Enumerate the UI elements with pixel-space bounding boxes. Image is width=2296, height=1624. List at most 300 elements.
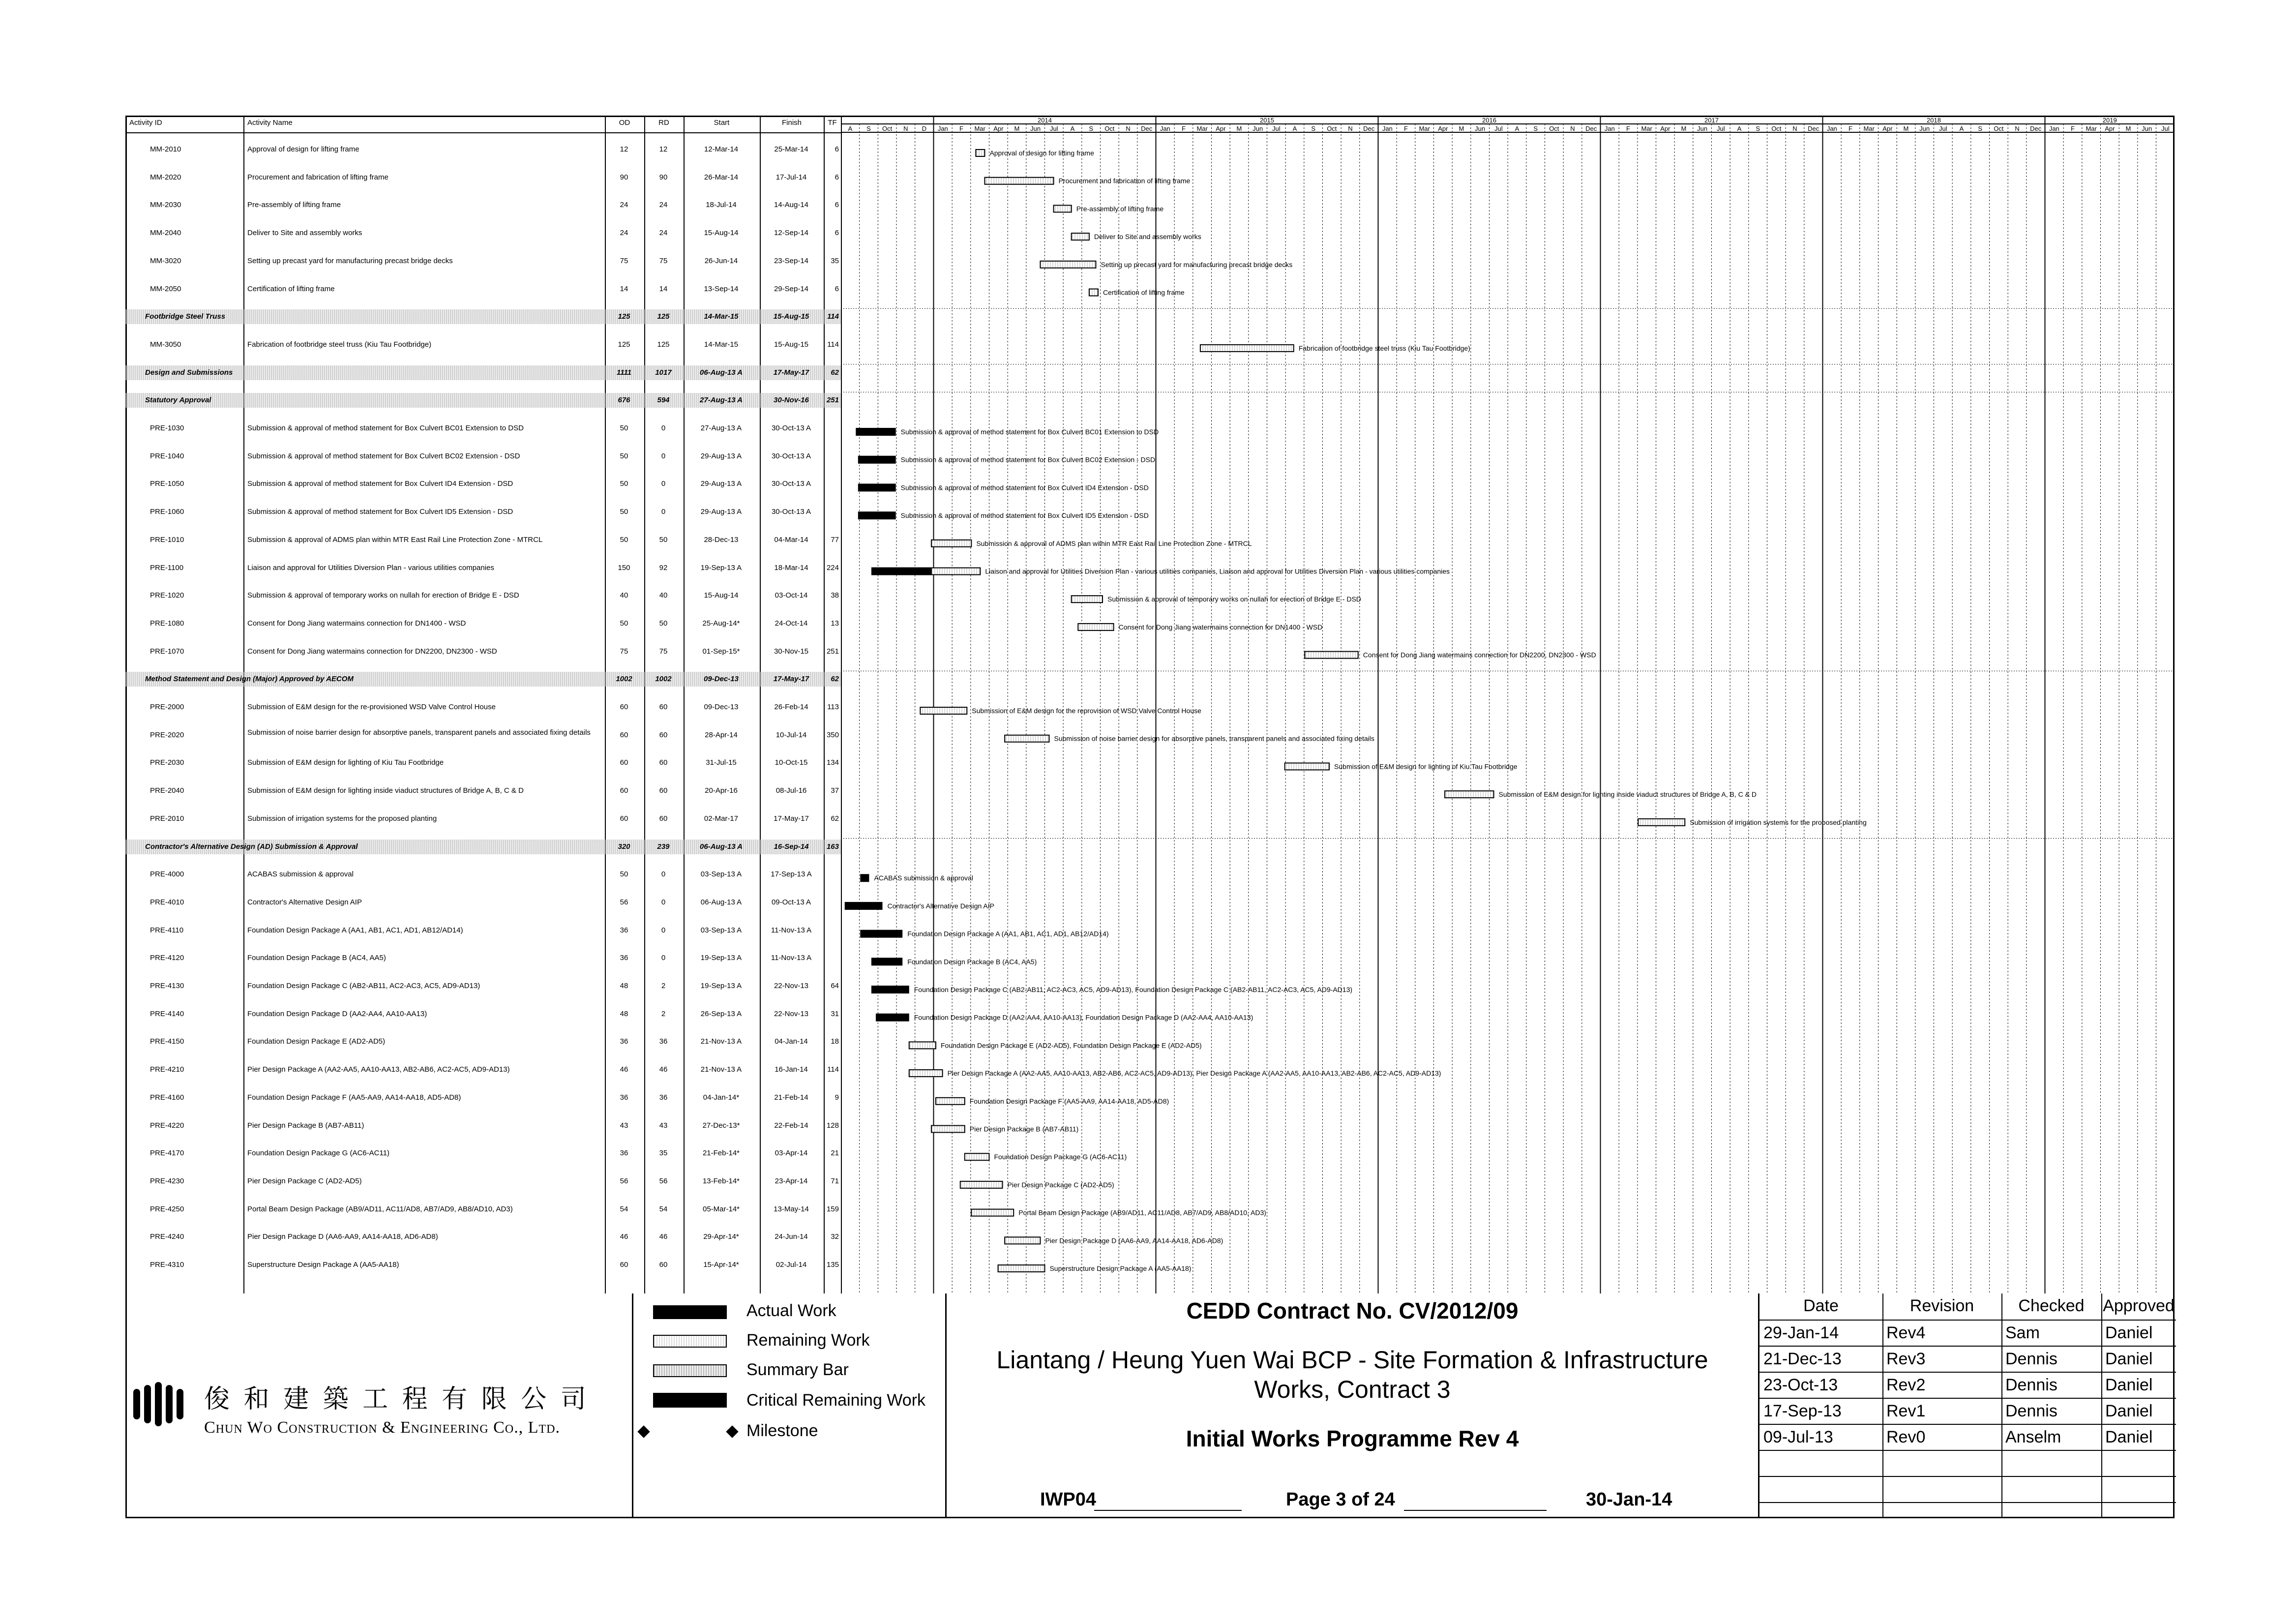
cell-start: 03-Sep-13 A [700, 926, 742, 934]
month-label: S [1978, 125, 1982, 132]
cell-id: PRE-4120 [150, 954, 184, 962]
summary-row-label: Contractor's Alternative Design (AD) Submission & Approval [145, 842, 358, 851]
cell-rd: 0 [661, 870, 666, 879]
cell-start: 25-Aug-14* [702, 619, 740, 628]
cell-tf: 38 [831, 591, 839, 600]
cell-finish: 24-Jun-14 [775, 1233, 808, 1241]
cell-rd: 2 [661, 982, 666, 990]
remaining-work-bar [1285, 763, 1329, 770]
month-label: M [1459, 125, 1464, 132]
revision-col-line [1882, 1293, 1883, 1518]
cell-od: 150 [618, 563, 630, 572]
title-block [947, 1293, 1758, 1518]
cell-name: Foundation Design Package E (AD2-AD5) [247, 1037, 386, 1046]
cell-id: PRE-4230 [150, 1176, 184, 1185]
cell-start: 13-Sep-14 [704, 284, 739, 293]
month-label: Oct [882, 125, 893, 132]
month-label: Jan [1160, 125, 1170, 132]
cell-tf: 350 [826, 730, 839, 739]
cell-start: 04-Jan-14* [703, 1093, 740, 1102]
cell-od: 60 [620, 1261, 628, 1269]
cell-rd: 35 [659, 1149, 668, 1158]
legend-actual-label: Actual Work [746, 1301, 836, 1320]
remaining-work-bar [1638, 819, 1685, 826]
cell-start: 26-Sep-13 A [700, 1009, 742, 1018]
legend-summary-swatch [653, 1364, 727, 1377]
actual-work-bar [860, 930, 902, 938]
cell-id: PRE-4140 [150, 1009, 184, 1018]
month-label: A [1737, 125, 1742, 132]
cell-od: 60 [620, 758, 628, 767]
cell-start: 27-Aug-13 A [700, 424, 742, 432]
cell-start: 26-Mar-14 [704, 173, 739, 181]
bar-label: Pier Design Package C (AD2-AD5) [1007, 1180, 1114, 1189]
revision-header: Approved [2103, 1296, 2175, 1315]
actual-work-bar [871, 986, 909, 993]
cell-od: 125 [618, 312, 630, 321]
cell-id: MM-2030 [150, 201, 181, 210]
cell-tf: 135 [826, 1261, 839, 1269]
legend-summary-label: Summary Bar [746, 1360, 849, 1379]
cell-od: 90 [620, 173, 628, 181]
month-label: Apr [1882, 125, 1893, 132]
month-label: Jul [2161, 125, 2170, 132]
cell-rd: 0 [661, 480, 666, 488]
month-label: Oct [1327, 125, 1337, 132]
legend-critical-swatch [653, 1393, 727, 1408]
cell-od: 40 [620, 591, 628, 600]
cell-start: 29-Apr-14* [703, 1233, 739, 1241]
cell-rd: 60 [659, 730, 668, 739]
revision-cell: Daniel [2105, 1376, 2153, 1394]
actual-work-bar [858, 456, 896, 464]
month-label: N [903, 125, 908, 132]
legend-milestone-label: Milestone [746, 1421, 818, 1440]
cell-finish: 29-Sep-14 [774, 284, 809, 293]
cell-rd: 50 [659, 619, 668, 628]
bar-label: Submission of E&M design for lighting of Kiu Tau Footbridge [1334, 762, 1518, 771]
cell-rd: 0 [661, 954, 666, 962]
month-label: A [1959, 125, 1964, 132]
revision-header: Date [1803, 1296, 1839, 1315]
remaining-work-bar [920, 707, 967, 714]
month-label: Oct [1104, 125, 1115, 132]
cell-rd: 60 [659, 703, 668, 711]
cell-id: PRE-2020 [150, 730, 184, 739]
cell-finish: 24-Oct-14 [775, 619, 808, 628]
cell-start: 06-Aug-13 A [700, 898, 742, 906]
cell-finish: 22-Nov-13 [774, 982, 809, 990]
revision-cell: Daniel [2105, 1428, 2153, 1446]
cell-od: 46 [620, 1233, 628, 1241]
bar-label: Foundation Design Package C (AB2-AB11, AC2-AC3, AC5, AD9-AD13), Foundation Design Package C (AB2-AB11, AC2-AC3, AC5, AD9-AD13) [914, 986, 1353, 993]
cell-name: Foundation Design Package D (AA2-AA4, AA10-AA13) [247, 1009, 427, 1018]
cell-rd: 1002 [655, 675, 672, 684]
cell-finish: 30-Nov-16 [774, 396, 809, 405]
cell-finish: 16-Sep-14 [774, 842, 809, 851]
cell-finish: 03-Oct-14 [775, 591, 808, 600]
cell-finish: 25-Mar-14 [774, 145, 808, 153]
cell-rd: 0 [661, 424, 666, 432]
cell-rd: 75 [659, 647, 668, 656]
month-label: Dec [1585, 125, 1597, 132]
month-label: A [1292, 125, 1297, 132]
cell-rd: 125 [657, 340, 670, 349]
cell-name: Submission & approval of method statement for Box Culvert BC01 Extension to DSD [247, 424, 524, 432]
month-label: Jun [1919, 125, 1930, 132]
month-label: F [959, 125, 963, 132]
bar-label: Portal Beam Design Package (AB9/AD11, AC11/AD8, AB7/AD9, AB8/AD10, AD3) [1018, 1208, 1266, 1217]
cell-finish: 02-Jul-14 [775, 1261, 807, 1269]
cell-id: PRE-1030 [150, 424, 184, 432]
month-label: S [1533, 125, 1538, 132]
cell-start: 03-Sep-13 A [700, 870, 742, 879]
project-title-line2: Works, Contract 3 [1254, 1376, 1451, 1403]
bar-label: Deliver to Site and assembly works [1094, 233, 1201, 241]
month-label: Dec [1141, 125, 1153, 132]
cell-id: PRE-1040 [150, 451, 184, 460]
revision-table [1758, 1293, 2175, 1518]
remaining-work-bar [909, 1042, 936, 1049]
cell-id: PRE-4170 [150, 1149, 184, 1158]
cell-rd: 36 [659, 1093, 668, 1102]
revision-cell: Anselm [2005, 1428, 2061, 1446]
summary-row-label: Design and Submissions [145, 368, 233, 377]
bar-label: Pier Design Package D (AA6-AA9, AA14-AA18, AD6-AD8) [1045, 1236, 1223, 1245]
cell-od: 24 [620, 201, 628, 210]
bar-label: Submission & approval of method statement for Box Culvert BC01 Extension to DSD [900, 428, 1159, 436]
actual-work-bar [871, 568, 931, 575]
month-label: F [1626, 125, 1630, 132]
year-label: 2015 [1260, 117, 1274, 124]
cell-start: 31-Jul-15 [706, 758, 737, 767]
cell-finish: 17-Sep-13 A [771, 870, 812, 879]
cell-id: PRE-2030 [150, 758, 184, 767]
cell-finish: 16-Jan-14 [775, 1065, 808, 1074]
cell-name: Certification of lifting frame [247, 284, 335, 293]
cell-start: 14-Mar-15 [704, 340, 739, 349]
bar-label: Foundation Design Package G (AC6-AC11) [994, 1153, 1127, 1161]
cell-rd: 56 [659, 1176, 668, 1185]
cell-od: 50 [620, 480, 628, 488]
bar-label: Consent for Dong Jiang watermains connection for DN1400 - WSD [1118, 623, 1323, 631]
cell-tf: 62 [831, 814, 839, 823]
cell-finish: 04-Jan-14 [775, 1037, 808, 1046]
cell-start: 15-Apr-14* [703, 1261, 739, 1269]
month-label: Apr [1660, 125, 1670, 132]
remaining-work-bar [1005, 735, 1049, 742]
cell-start: 09-Dec-13 [704, 703, 739, 711]
cell-tf: 62 [831, 675, 839, 684]
bar-label: Foundation Design Package E (AD2-AD5), Foundation Design Package E (AD2-AD5) [941, 1041, 1202, 1050]
cell-tf: 128 [826, 1121, 839, 1130]
year-label: 2016 [1482, 117, 1496, 124]
cell-tf: 62 [831, 368, 839, 377]
cell-start: 29-Aug-13 A [700, 508, 742, 516]
month-label: Mar [1196, 125, 1208, 132]
cell-rd: 90 [659, 173, 668, 181]
bar-label: Submission of E&M design for lighting inside viaduct structures of Bridge A, B, C & D [1498, 790, 1757, 799]
cell-finish: 30-Oct-13 A [771, 508, 811, 516]
bar-label: Submission of E&M design for the reprovision of WSD Valve Control House [972, 707, 1201, 715]
cell-start: 19-Sep-13 A [700, 563, 742, 572]
cell-name: Submission & approval of temporary works on nullah for erection of Bridge E - DSD [247, 591, 519, 600]
actual-work-bar [876, 1014, 909, 1022]
cell-tf: 114 [827, 1065, 839, 1074]
cell-tf: 77 [831, 535, 839, 544]
revision-row-line [1759, 1476, 2176, 1477]
cell-rd: 46 [659, 1065, 668, 1074]
revision-row-line [1759, 1346, 2176, 1347]
cell-start: 02-Mar-17 [704, 814, 739, 823]
revision-header: Checked [2018, 1296, 2085, 1315]
cell-name: Submission & approval of ADMS plan within MTR East Rail Line Protection Zone - MTRCL [247, 535, 543, 544]
month-label: M [1236, 125, 1242, 132]
issue-date: 30-Jan-14 [1586, 1489, 1672, 1510]
cell-start: 05-Mar-14* [702, 1204, 740, 1213]
cell-tf: 13 [831, 619, 839, 628]
cell-rd: 1017 [655, 368, 672, 377]
cell-name: Foundation Design Package G (AC6-AC11) [247, 1149, 390, 1158]
cell-tf: 251 [826, 647, 839, 656]
month-label: M [1014, 125, 1020, 132]
cell-name: Procurement and fabrication of lifting frame [247, 173, 388, 181]
cell-tf: 114 [827, 340, 839, 349]
cell-od: 50 [620, 424, 628, 432]
bar-label: Foundation Design Package B (AC4, AA5) [907, 958, 1037, 966]
month-label: A [848, 125, 853, 132]
cell-od: 676 [618, 396, 630, 405]
cell-finish: 15-Aug-15 [774, 340, 809, 349]
cell-start: 26-Jun-14 [704, 256, 738, 265]
cell-finish: 21-Feb-14 [774, 1093, 808, 1102]
cell-finish: 22-Nov-13 [774, 1009, 809, 1018]
cell-start: 13-Feb-14* [702, 1176, 740, 1185]
month-label: Jul [1050, 125, 1058, 132]
bar-label: ACABAS submission & approval [874, 874, 973, 882]
cell-od: 50 [620, 451, 628, 460]
bar-label: Submission of noise barrier design for absorptive panels, transparent panels and associated fixing details [1054, 734, 1374, 743]
cell-id: MM-3050 [150, 340, 181, 349]
table-header-cell: Activity Name [247, 119, 293, 127]
cell-tf: 251 [826, 396, 839, 405]
cell-name: Contractor's Alternative Design AIP [247, 898, 362, 906]
actual-work-bar [845, 902, 883, 910]
bar-label: Pier Design Package B (AB7-AB11) [969, 1125, 1079, 1133]
cell-id: PRE-2010 [150, 814, 184, 823]
cell-finish: 04-Mar-14 [774, 535, 808, 544]
remaining-work-bar [1040, 261, 1096, 268]
remaining-work-bar [1072, 596, 1103, 602]
revision-cell: Rev1 [1886, 1402, 1926, 1420]
cell-tf: 6 [835, 145, 839, 153]
legend [632, 1293, 947, 1518]
cell-od: 75 [620, 256, 628, 265]
month-label: Jul [1272, 125, 1281, 132]
cell-finish: 11-Nov-13 A [771, 926, 812, 934]
cell-tf: 163 [826, 842, 839, 851]
month-label: Jul [1494, 125, 1503, 132]
cell-rd: 40 [659, 591, 668, 600]
remaining-work-bar [1072, 233, 1089, 240]
cell-id: PRE-4110 [150, 926, 184, 934]
cell-od: 320 [618, 842, 630, 851]
cell-name: Fabrication of footbridge steel truss (Kiu Tau Footbridge) [247, 340, 432, 349]
revision-cell: Daniel [2105, 1350, 2153, 1368]
revision-cell: Rev0 [1886, 1428, 1926, 1446]
milestone-icon [726, 1425, 738, 1438]
cell-finish: 30-Oct-13 A [771, 480, 811, 488]
year-label: 2019 [2102, 117, 2117, 124]
remaining-work-bar [998, 1265, 1045, 1272]
cell-od: 50 [620, 508, 628, 516]
month-label: Jun [2142, 125, 2152, 132]
cell-id: MM-2050 [150, 284, 181, 293]
cell-start: 18-Jul-14 [706, 201, 737, 210]
gantt-chart [841, 116, 2175, 1293]
revision-cell: 29-Jan-14 [1763, 1323, 1839, 1342]
month-label: Jan [1826, 125, 1837, 132]
remaining-work-bar [1078, 624, 1113, 631]
cell-od: 54 [620, 1204, 628, 1213]
month-label: Apr [2105, 125, 2115, 132]
remaining-work-bar [1200, 345, 1294, 352]
cell-start: 20-Apr-16 [705, 786, 738, 795]
month-label: Jan [2049, 125, 2059, 132]
cell-name: Foundation Design Package F (AA5-AA9, AA14-AA18, AD5-AD8) [247, 1093, 461, 1102]
cell-od: 48 [620, 1009, 628, 1018]
cell-id: PRE-4240 [150, 1233, 184, 1241]
cell-finish: 14-Aug-14 [774, 201, 809, 210]
cell-od: 46 [620, 1065, 628, 1074]
actual-work-bar [858, 511, 896, 519]
cell-name: Submission & approval of method statement for Box Culvert ID5 Extension - DSD [247, 508, 513, 516]
cell-finish: 18-Mar-14 [774, 563, 808, 572]
table-header-cell: OD [619, 119, 630, 127]
cell-rd: 24 [659, 201, 668, 210]
month-label: A [1070, 125, 1075, 132]
cell-start: 01-Sep-15* [702, 647, 740, 656]
cell-name: Setting up precast yard for manufacturing precast bridge decks [247, 256, 453, 265]
cell-id: PRE-1070 [150, 647, 184, 656]
cell-name: Submission of E&M design for lighting inside viaduct structures of Bridge A, B, C & D [247, 786, 524, 795]
cell-rd: 92 [659, 563, 668, 572]
cell-tf: 35 [831, 256, 839, 265]
revision-cell: Rev4 [1886, 1323, 1926, 1342]
cell-start: 06-Aug-13 A [700, 842, 743, 851]
cell-id: MM-3020 [150, 256, 181, 265]
month-label: M [1903, 125, 1909, 132]
cell-finish: 17-Jul-14 [775, 173, 807, 181]
legend-remaining-swatch [653, 1335, 727, 1348]
bar-label: Submission & approval of ADMS plan within MTR East Rail Line Protection Zone - MTRCL [976, 539, 1252, 547]
month-label: Mar [1419, 125, 1430, 132]
month-label: Mar [1863, 125, 1875, 132]
revision-cell: Daniel [2105, 1402, 2153, 1420]
cell-rd: 0 [661, 451, 666, 460]
cell-finish: 30-Oct-13 A [771, 451, 811, 460]
cell-finish: 03-Apr-14 [775, 1149, 808, 1158]
cell-tf: 64 [831, 982, 839, 990]
remaining-work-bar [936, 1098, 965, 1105]
cell-finish: 23-Sep-14 [774, 256, 809, 265]
month-label: S [1756, 125, 1760, 132]
company-logo-icon [129, 1382, 187, 1426]
summary-row-label: Statutory Approval [145, 396, 211, 405]
cell-name: Deliver to Site and assembly works [247, 229, 362, 238]
month-label: M [1681, 125, 1687, 132]
bar-label: Certification of lifting frame [1103, 288, 1185, 297]
bar-label: Approval of design for lifting frame [989, 149, 1094, 157]
cell-name: Pier Design Package B (AB7-AB11) [247, 1121, 364, 1130]
month-label: N [1570, 125, 1575, 132]
cell-name: Consent for Dong Jiang watermains connection for DN1400 - WSD [247, 619, 466, 628]
revision-row-line [1759, 1450, 2176, 1451]
month-label: Dec [1363, 125, 1375, 132]
revision-cell: Daniel [2105, 1323, 2153, 1342]
cell-start: 21-Nov-13 A [700, 1037, 742, 1046]
cell-od: 12 [620, 145, 628, 153]
remaining-work-bar [1005, 1237, 1040, 1244]
bar-label: Submission & approval of method statement for Box Culvert ID4 Extension - DSD [900, 483, 1149, 492]
actual-work-bar [856, 428, 895, 436]
remaining-work-bar [931, 568, 980, 575]
cell-od: 60 [620, 814, 628, 823]
bar-label: Submission of irrigation systems for the proposed planting [1690, 818, 1867, 826]
bar-label: Foundation Design Package F (AA5-AA9, AA14-AA18, AD5-AD8) [969, 1097, 1169, 1105]
programme-title: Initial Works Programme Rev 4 [1186, 1426, 1519, 1451]
legend-critical-label: Critical Remaining Work [746, 1391, 926, 1410]
cell-finish: 13-May-14 [774, 1204, 809, 1213]
cell-rd: 0 [661, 926, 666, 934]
cell-rd: 14 [659, 284, 668, 293]
summary-row-label: Method Statement and Design (Major) Approved by AECOM [145, 675, 354, 684]
cell-tf: 37 [831, 786, 839, 795]
revision-col-line [2101, 1293, 2102, 1518]
cell-od: 50 [620, 535, 628, 544]
year-label: 2018 [1927, 117, 1941, 124]
company-block [125, 1293, 632, 1518]
cell-id: PRE-4150 [150, 1037, 184, 1046]
cell-od: 60 [620, 786, 628, 795]
activity-table [125, 116, 841, 1293]
cell-tf: 21 [831, 1149, 839, 1158]
cell-name: Submission of noise barrier design for absorptive panels, transparent panels and associated fixing details [247, 728, 591, 736]
cell-tf: 9 [835, 1093, 839, 1102]
month-label: A [1515, 125, 1520, 132]
month-label: N [1792, 125, 1797, 132]
month-label: F [1849, 125, 1852, 132]
bar-label: Foundation Design Package D (AA2-AA4, AA10-AA13), Foundation Design Package D (AA2-AA4, AA10-AA13) [914, 1013, 1253, 1022]
revision-cell: Rev3 [1886, 1350, 1926, 1368]
cell-id: PRE-4220 [150, 1121, 184, 1130]
cell-name: Portal Beam Design Package (AB9/AD11, AC11/AD8, AB7/AD9, AB8/AD10, AD3) [247, 1204, 513, 1213]
cell-start: 09-Dec-13 [704, 675, 739, 684]
cell-rd: 60 [659, 758, 668, 767]
cell-od: 60 [620, 703, 628, 711]
cell-rd: 46 [659, 1233, 668, 1241]
remaining-work-bar [931, 540, 971, 547]
cell-name: Consent for Dong Jiang watermains connection for DN2200, DN2300 - WSD [247, 647, 497, 656]
month-label: Jan [937, 125, 948, 132]
month-label: Oct [1771, 125, 1782, 132]
cell-finish: 11-Nov-13 A [771, 954, 812, 962]
month-label: Jun [1252, 125, 1263, 132]
cell-finish: 17-May-17 [773, 368, 809, 377]
cell-od: 56 [620, 1176, 628, 1185]
cell-name: Submission & approval of method statement for Box Culvert BC02 Extension - DSD [247, 451, 520, 460]
revision-row-line [1759, 1502, 2176, 1503]
